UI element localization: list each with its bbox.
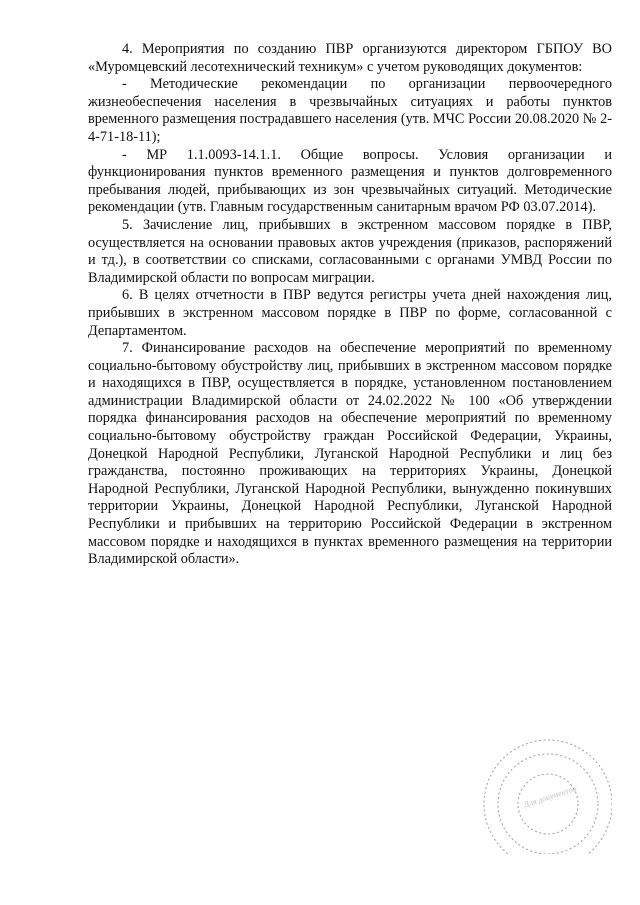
stamp-label: Для документов	[522, 783, 578, 810]
document-body	[88, 41, 612, 569]
paragraph-6: 6. В целях отчетности в ПВР ведутся регистры учета дней нахождения лиц, прибывших в экстренном массовом порядке в ПВР по форме, согласованной с Департаментом.	[88, 287, 612, 339]
bullet-guidelines-mchs: - Методические рекомендации по организации первоочередного жизнеобеспечения населения в чрезвычайных ситуациях и работы пунктов временного размещения пострадавшего населения (утв. МЧС России 20.08.2020 № 2-4-71-18-11);	[88, 76, 612, 145]
seal-stamp	[462, 722, 612, 854]
paragraph-4: 4. Мероприятия по созданию ПВР организуются директором ГБПОУ ВО «Муромцевский лесотехнический техникум» с учетом руководящих документов:	[88, 41, 612, 75]
paragraph-7: 7. Финансирование расходов на обеспечение мероприятий по временному социально-бытовому обустройству лиц, прибывших в экстренном массовом порядке и находящихся в ПВР, осуществляется в порядке, установленном постановлением администрации Владимирской области от 24.02.2022 № 100 «Об утверждении порядка финансирования расходов на обеспечение мероприятий по временному социально-бытовому обустройству граждан Российской Федерации, Украины, Донецкой Народной Республики, Луганской Народной Республики и лиц без гражданства, постоянно проживающих на территориях Украины, Донецкой Народной Республики, Луганской Народной Республики, вынужденно покинувших территории Украины, Донецкой Народной Республики, Луганской Народной Республики и прибывших на территорию Российской Федерации в экстренном массовом порядке и находящихся в пунктах временного размещения на территории Владимирской области».	[88, 340, 612, 568]
paragraph-5: 5. Зачисление лиц, прибывших в экстренном массовом порядке в ПВР, осуществляется на основании правовых актов учреждения (приказов, распоряжений и тд.), в соответствии со списками, согласованными с органами УМВД России по Владимирской области по вопросам миграции.	[88, 216, 612, 286]
bullet-mr-guidelines: - МР 1.1.0093-14.1.1. Общие вопросы. Условия организации и функционирования пунктов временного размещения и пунктов долговременного пребывания людей, прибывающих из зон чрезвычайных ситуаций. Методические рекомендации (утв. Главным государственным санитарным врачом РФ 03.07.2014).	[88, 146, 612, 216]
